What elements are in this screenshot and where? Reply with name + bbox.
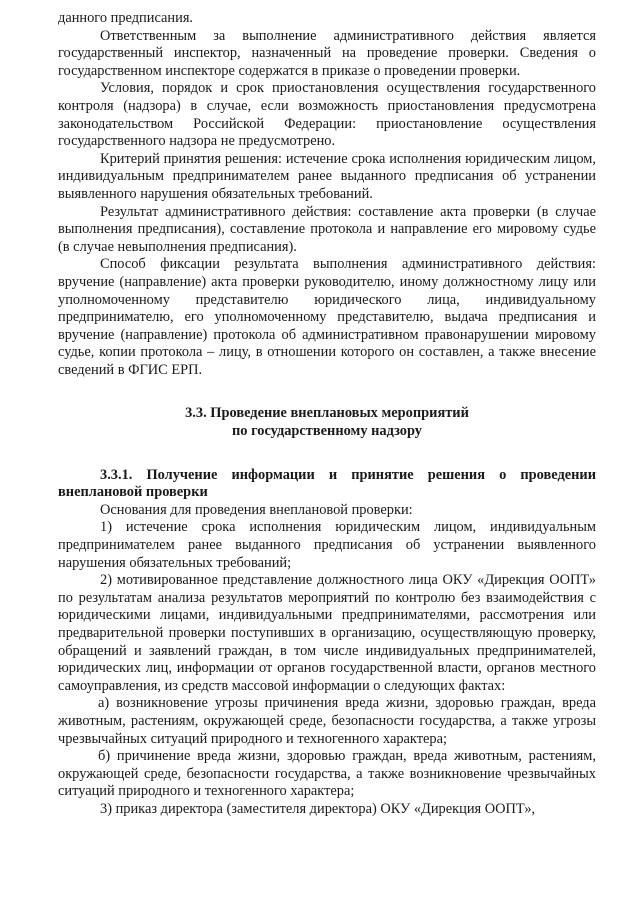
section-heading-line-1: 3.3. Проведение внеплановых мероприятий xyxy=(185,405,469,422)
paragraph-action-result: Результат административного действия: составление акта проверки (в случае выполнения предписания), составление протокола и направление его мировому судье (в случае невыполнения предписания). xyxy=(58,203,596,255)
section-heading-line-2: по государственному надзору xyxy=(232,423,422,440)
grounds-intro: Основания для проведения внеплановой проверки: xyxy=(100,501,413,518)
paragraph-fixation-method: Способ фиксации результата выполнения административного действия: вручение (направление) акта проверки руководителю, иному должностному лицу или уполномоченному представителю юридического лица, индивидуальному предпринимателю, его уполномоченному представителю, выдача предписания и вручение (направление) протокола об административном правонарушении мировому судье, копии протокола – лицу, в отношении которого он составлен, а также внесение сведений в ФГИС ЕРП. xyxy=(58,256,596,378)
paragraph-continuation: данного предписания. xyxy=(58,10,194,26)
section-heading xyxy=(58,405,596,440)
paragraph-responsible: Ответственным за выполнение административного действия является государственный инспектор, назначенный на проведение проверки. Сведения о государственном инспекторе содержатся в приказе о проведении проверки. xyxy=(58,27,596,79)
paragraph-decision-criterion: Критерий принятия решения: истечение срока исполнения юридическим лицом, индивидуальным предпринимателем ранее выданного предписания об устранении выявленного нарушения обязательных требований. xyxy=(58,150,596,202)
paragraph-suspension-conditions: Условия, порядок и срок приостановления осуществления государственного контроля (надзора) в случае, если возможность приостановления предусмотрена законодательством Российской Федерации: приостановление осуществления государственного надзора не предусмотрено. xyxy=(58,80,596,150)
list-item-2b: б) причинение вреда жизни, здоровью граждан, вреда животным, растениям, окружающей среде, безопасности государства, а также возникновение чрезвычайных ситуаций природного и техногенного характера; xyxy=(58,748,596,800)
list-item-3: 3) приказ директора (заместителя директора) ОКУ «Дирекция ООПТ», xyxy=(100,800,536,817)
list-item-1: 1) истечение срока исполнения юридическим лицом, индивидуальным предпринимателем ранее выданного предписания об устранении выявленного нарушения обязательных требований; xyxy=(58,519,596,571)
subsection-heading: 3.3.1. Получение информации и принятие решения о проведении внеплановой проверки xyxy=(58,466,596,501)
list-item-2a: а) возникновение угрозы причинения вреда жизни, здоровью граждан, вреда животным, растениям, окружающей среде, безопасности государства, а также угрозы чрезвычайных ситуаций природного и техногенного характера; xyxy=(58,695,596,747)
list-item-2: 2) мотивированное представление должностного лица ОКУ «Дирекция ООПТ» по результатам анализа результатов мероприятий по контролю без взаимодействия с юридическими лицами, индивидуальными предпринимателями, рассмотрения или предварительной проверки поступивших в организацию, осуществляющую проверку, обращений и заявлений граждан, в том числе индивидуальных предпринимателей, юридических лиц, информации от органов государственной власти, органов местного самоуправления, из средств массовой информации о следующих фактах: xyxy=(58,572,596,694)
